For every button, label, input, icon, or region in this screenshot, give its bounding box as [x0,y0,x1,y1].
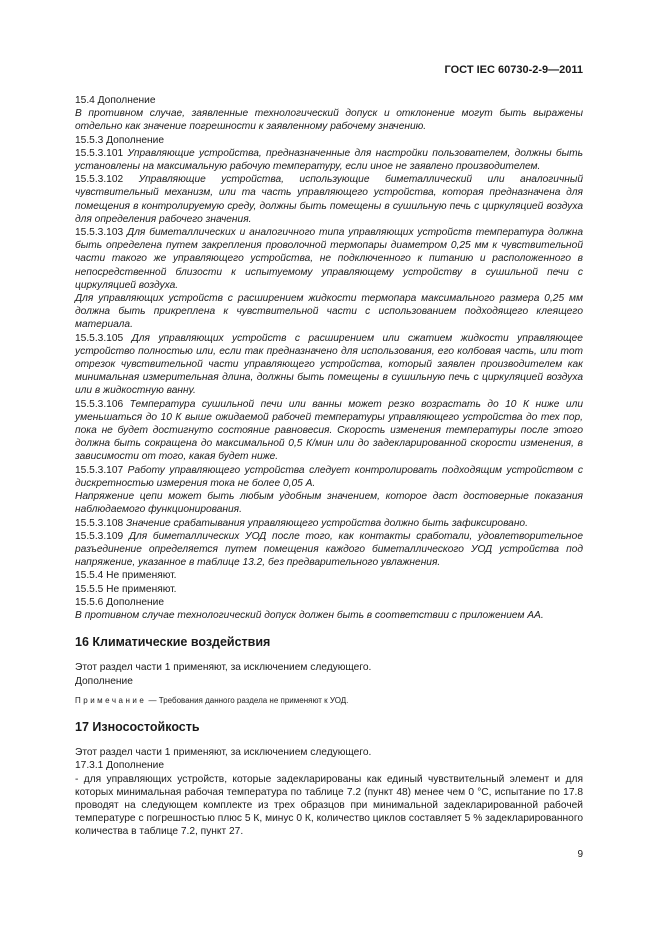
clause-number: 15.5.3.101 [75,147,124,159]
clause-paragraph [75,173,583,226]
clause-paragraph [75,107,583,133]
section-17-intro: Этот раздел части 1 применяют, за исключением следующего. [75,747,372,759]
clause-text: Для управляющих устройств с расширением или сжатием жидкости управляющее устройство полностью или, если так предназначено для использования, его колбовая часть, или тот отрезок чувствительной части управляющего устройства, который заявлен производителем как минимальная измерительная длина, должны быть помещены в сушильную печь с циркуляцией воздуха или в жидкостную ванну. [75,332,583,397]
clause-list [75,94,583,622]
clause-paragraph [75,609,583,622]
clause-paragraph [75,226,583,292]
clause-number: 15.5.3.102 [75,174,124,186]
clause-number: 15.5.4 [75,570,104,582]
section-17-item: - для управляющих устройств, которые задекларированы как единый чувствительный элемент и для которых минимальная рабочая температура по таблице 7.2 (пункт 48) менее чем 0 °С, испытание по 17.8 проводят на следующем комплекте из трех образцов при минимальной задекларированной рабочей температуре с погрешностью плюс 5 К, минус 0 К, количество циклов составляет 5 % задекларированного количества в таблице 7.2, пункт 27. [75,773,583,838]
clause-text: В противном случае технологический допуск должен быть в соответствии с приложением АА. [75,609,544,621]
clause-text: Для управляющих устройств с расширением жидкости термопара максимального размера 0,25 мм должна быть прикреплена к чувствительной части с использованием подходящего клеящего материала. [75,293,583,331]
section-17-clause: 17.3.1 Дополнение [75,760,165,772]
document-header: ГОСТ IEC 60730-2-9—2011 [444,64,583,76]
clause-paragraph [75,94,583,107]
clause-paragraph [75,292,583,332]
clause-paragraph [75,147,583,173]
note-label: Примечание [75,695,147,705]
clause-paragraph [75,530,583,570]
clause-number: 15.5.3 [75,134,104,146]
clause-paragraph [75,464,583,490]
clause-paragraph [75,569,583,582]
clause-number: 15.4 [75,95,95,106]
section-17-heading: 17 Износостойкость [75,719,200,734]
clause-number: 15.5.3.106 [75,398,124,410]
clause-number: 15.5.3.108 [75,517,124,529]
clause-text: Температура сушильной печи или ванны может резко возрастать до 10 К ниже или уменьшаться до 10 К выше ожидаемой рабочей температуры управляющего устройства до тех пор, пока не будет достигнуто состояние равновесия. Скорость изменения температуры после этого должна быть сокращена до максимальной 0,5 К/мин или до задекларированной скорости изменения, в зависимости от того, какая будет ниже. [75,398,583,463]
document-body [75,94,583,839]
clause-number: 15.5.3.103 [75,227,124,239]
clause-text: Для биметаллических УОД после того, как контакты сработали, удовлетворительное разъединение определяется путем помещения каждого биметаллического УОД устройства под напряжение, указанное в таблице 13.2, без предварительного увлажнения. [75,530,583,569]
clause-number: 15.5.3.105 [75,332,124,344]
clause-text: В противном случае, заявленные технологический допуск и отклонение могут быть выражены отдельно как значение погрешности к заявленному рабочему значению. [75,108,583,133]
clause-text: Для биметаллических и аналогичного типа управляющих устройств температура должна быть определена путем закрепления проволочной термопары диаметром 0,25 мм к чувствительной части такого же управляющего устройства, не подключенного к питанию и расположенного в непосредственной близости к испытуемому управляющему устройству в сушильной печи с циркуляцией воздуха. [75,227,583,291]
clause-number: 15.5.3.107 [75,464,124,476]
clause-text: Дополнение [97,95,156,106]
section-16-heading: 16 Климатические воздействия [75,635,271,650]
clause-paragraph [75,134,583,147]
clause-text: Напряжение цепи может быть любым удобным значением, которое даст достоверные показания наблюдаемого функционирования. [75,491,583,516]
clause-paragraph [75,517,583,530]
clause-text: Не применяют. [106,583,177,595]
clause-paragraph [75,596,583,609]
section-16-intro: Этот раздел части 1 применяют, за исключением следующего. [75,662,372,674]
section-16-note [75,694,583,707]
clause-text: Дополнение [106,134,165,146]
page-number: 9 [577,849,583,860]
clause-number: 15.5.5 [75,583,104,595]
clause-number: 15.5.3.109 [75,530,124,542]
clause-text: Дополнение [106,596,165,608]
clause-text: Управляющие устройства, использующие биметаллический или аналогичный чувствительный механизм, или та часть управляющего устройства, которая предназначена для помещения в контролируемую среду, должны быть помещены в сушильную печь с циркуляцией воздуха для определения рабочего значения. [75,174,583,225]
clause-paragraph [75,398,583,464]
clause-paragraph [75,583,583,596]
clause-text: Значение срабатывания управляющего устройства должно быть зафиксировано. [126,517,528,529]
section-16-addition: Дополнение [75,675,133,687]
clause-paragraph [75,490,583,516]
clause-paragraph [75,332,583,398]
clause-number: 15.5.6 [75,596,104,608]
clause-text: Работу управляющего устройства следует контролировать подходящим устройством с дискретностью измерения тока не более 0,05 А. [75,464,583,489]
note-text: — Требования данного раздела не применяют к УОД. [148,695,349,705]
clause-text: Не применяют. [106,570,177,582]
clause-text: Управляющие устройства, предназначенные для настройки пользователем, должны быть установлены на максимальную рабочую температуру, если иное не заявлено производителем. [75,147,583,173]
